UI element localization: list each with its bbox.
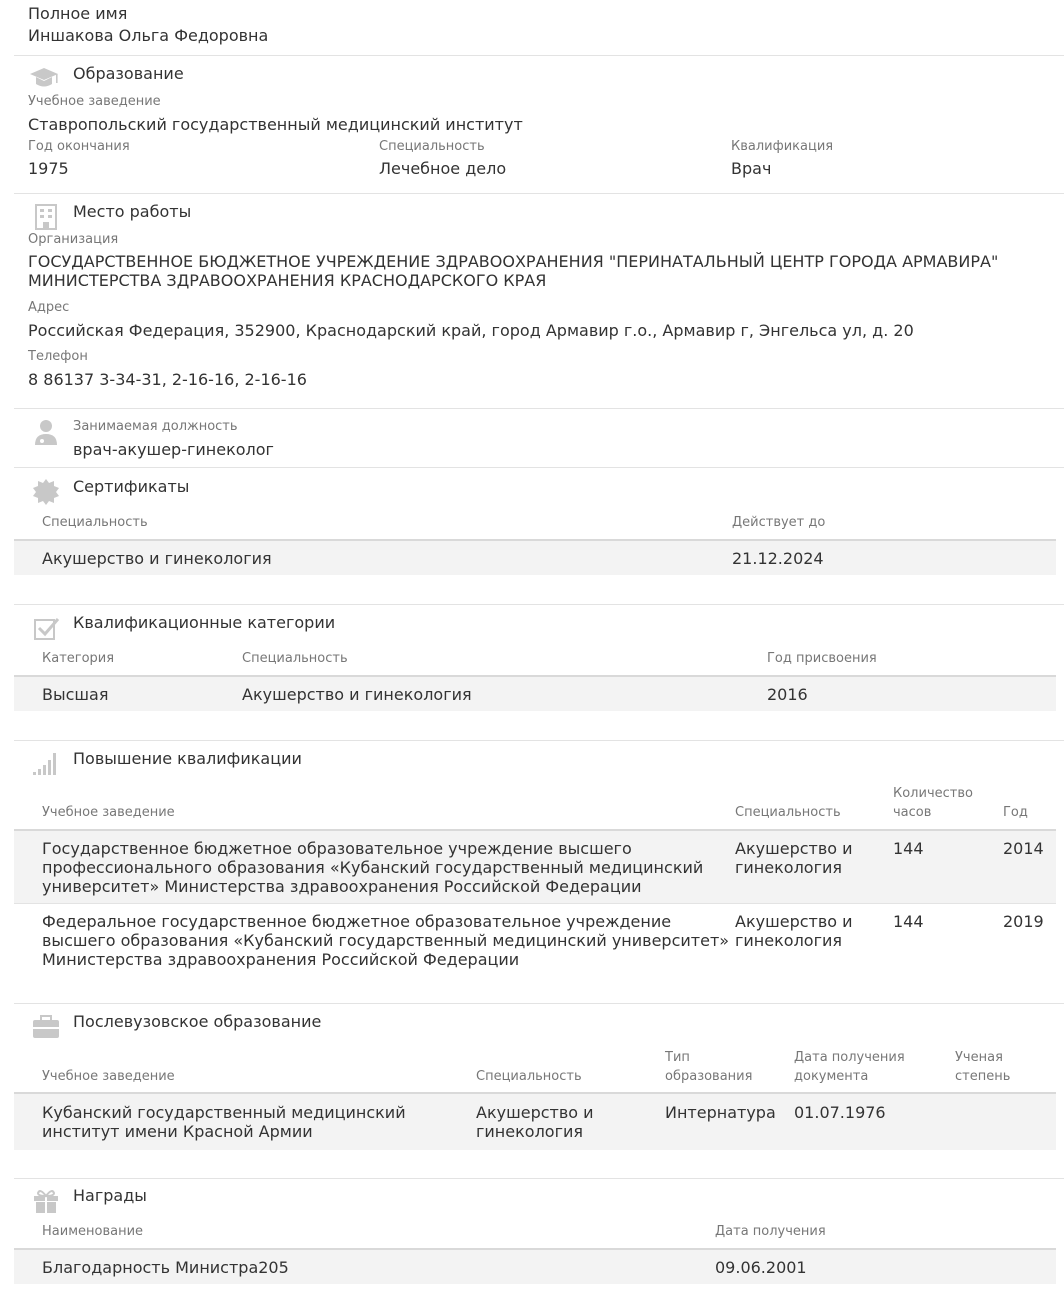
table-row	[14, 677, 1056, 711]
work-org-label: Организация	[28, 232, 119, 247]
col-spec: Специальность	[242, 651, 348, 666]
work-phone-label: Телефон	[28, 349, 88, 364]
cat-year: 2016	[767, 685, 808, 704]
table-row	[14, 541, 1056, 575]
briefcase-icon	[30, 1012, 62, 1040]
col-degree-2: степень	[955, 1069, 1011, 1084]
work-org-line1: ГОСУДАРСТВЕННОЕ БЮДЖЕТНОЕ УЧРЕЖДЕНИЕ ЗДРАВООХРАНЕНИЯ "ПЕРИНАТАЛЬНЫЙ ЦЕНТР ГОРОДА АРМАВИРА"	[28, 252, 999, 271]
training-inst-line: высшего образования «Кубанский государственный медицинский университет»	[42, 931, 730, 950]
cert-spec: Акушерство и гинекология	[42, 549, 272, 568]
training-inst-line: Министерства здравоохранения Российской Федерации	[42, 950, 520, 969]
work-org-line2: МИНИСТЕРСТВА ЗДРАВООХРАНЕНИЯ КРАСНОДАРСКОГО КРАЯ	[28, 271, 547, 290]
work-title: Место работы	[73, 202, 192, 221]
col-hours-2: часов	[893, 805, 932, 820]
position-value: врач-акушер-гинеколог	[73, 440, 274, 459]
building-icon	[30, 202, 62, 230]
fullname-label: Полное имя	[28, 4, 128, 23]
cat-value: Высшая	[42, 685, 109, 704]
table-row	[14, 831, 1056, 903]
col-date: Дата получения	[715, 1224, 826, 1239]
training-inst-line: университет» Министерства здравоохранения Российской Федерации	[42, 877, 642, 896]
award-date: 09.06.2001	[715, 1258, 807, 1277]
col-hours-1: Количество	[893, 786, 973, 801]
awards-table-header	[14, 1214, 1056, 1250]
col-date-2: документа	[794, 1069, 869, 1084]
work-address-label: Адрес	[28, 300, 70, 315]
work-phone: 8 86137 3-34-31, 2-16-16, 2-16-16	[28, 370, 307, 389]
col-date-1: Дата получения	[794, 1050, 905, 1065]
education-spec-label: Специальность	[379, 139, 485, 154]
col-degree-1: Ученая	[955, 1050, 1003, 1065]
categories-table-header	[14, 641, 1056, 677]
training-inst-line: Государственное бюджетное образовательное учреждение высшего	[42, 839, 632, 858]
training-title: Повышение квалификации	[73, 749, 302, 768]
training-inst-line: Федеральное государственное бюджетное образовательное учреждение	[42, 912, 672, 931]
table-row	[14, 1094, 1056, 1150]
col-year: Год	[1003, 805, 1028, 820]
doctor-icon	[30, 418, 62, 446]
col-institution: Учебное заведение	[42, 805, 175, 820]
col-institution: Учебное заведение	[42, 1069, 175, 1084]
education-year: 1975	[28, 159, 69, 178]
education-spec: Лечебное дело	[379, 159, 507, 178]
categories-title: Квалификационные категории	[73, 613, 336, 632]
col-spec: Специальность	[735, 805, 841, 820]
signal-bars-icon	[30, 749, 62, 777]
training-hours: 144	[893, 912, 924, 931]
col-name: Наименование	[42, 1224, 144, 1239]
cert-valid: 21.12.2024	[732, 549, 824, 568]
col-category: Категория	[42, 651, 115, 666]
table-row	[14, 904, 1056, 976]
education-qual: Врач	[731, 159, 772, 178]
education-title: Образование	[73, 64, 184, 83]
awards-title: Награды	[73, 1186, 147, 1205]
postgrad-table-header	[14, 1040, 1056, 1094]
training-spec-line: гинекология	[735, 931, 843, 950]
col-spec: Специальность	[42, 515, 148, 530]
postgrad-inst-line: институт имени Красной Армии	[42, 1122, 313, 1141]
graduation-cap-icon	[28, 64, 60, 92]
education-institution: Ставропольский государственный медицинский институт	[28, 115, 523, 134]
postgrad-type: Интернатура	[665, 1103, 776, 1122]
col-type-2: образования	[665, 1069, 753, 1084]
education-qual-label: Квалификация	[731, 139, 834, 154]
postgrad-title: Послевузовское образование	[73, 1012, 322, 1031]
work-address: Российская Федерация, 352900, Краснодарский край, город Армавир г.о., Армавир г, Энгельса ул, д. 20	[28, 321, 914, 340]
postgrad-inst-line: Кубанский государственный медицинский	[42, 1103, 406, 1122]
training-hours: 144	[893, 839, 924, 858]
training-year: 2019	[1003, 912, 1044, 931]
col-spec: Специальность	[476, 1069, 582, 1084]
gift-icon	[30, 1186, 62, 1214]
training-year: 2014	[1003, 839, 1044, 858]
col-type-1: Тип	[665, 1050, 690, 1065]
checkbox-icon	[30, 613, 62, 641]
postgrad-spec-line: гинекология	[476, 1122, 584, 1141]
training-spec-line: Акушерство и	[735, 839, 853, 858]
col-year-assigned: Год присвоения	[767, 651, 877, 666]
certificates-table-header	[14, 505, 1056, 541]
postgrad-spec-line: Акушерство и	[476, 1103, 594, 1122]
certificate-icon	[30, 477, 62, 505]
training-table-header	[14, 777, 1056, 831]
table-row	[14, 1250, 1056, 1284]
award-name: Благодарность Министра205	[42, 1258, 289, 1277]
training-spec-line: гинекология	[735, 858, 843, 877]
training-spec-line: Акушерство и	[735, 912, 853, 931]
certificates-title: Сертификаты	[73, 477, 190, 496]
education-year-label: Год окончания	[28, 139, 130, 154]
education-institution-label: Учебное заведение	[28, 94, 161, 109]
col-valid-until: Действует до	[732, 515, 826, 530]
row-divider	[14, 903, 1056, 904]
postgrad-date: 01.07.1976	[794, 1103, 886, 1122]
fullname-value: Иншакова Ольга Федоровна	[28, 26, 269, 45]
cat-spec: Акушерство и гинекология	[242, 685, 472, 704]
training-inst-line: профессионального образования «Кубанский государственный медицинский	[42, 858, 704, 877]
position-label: Занимаемая должность	[73, 419, 238, 434]
